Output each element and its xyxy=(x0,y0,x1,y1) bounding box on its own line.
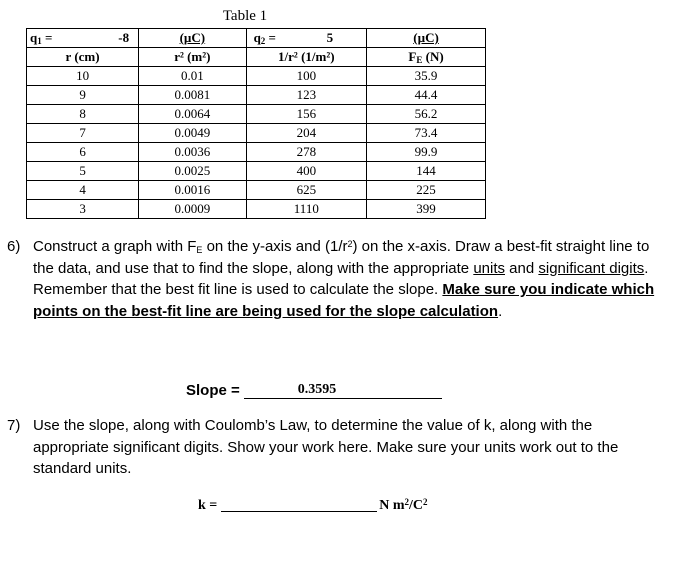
table-row xyxy=(27,162,486,181)
table-cell: 400 xyxy=(246,162,367,181)
table-cell: 225 xyxy=(367,181,486,200)
table-cell: 56.2 xyxy=(367,105,486,124)
table-row xyxy=(27,143,486,162)
table-header-row-1 xyxy=(27,29,486,48)
table-cell: 4 xyxy=(27,181,139,200)
question-6-text-c: . Remember that the best fit line is used to calculate the slope. xyxy=(33,259,649,298)
q1-unit-cell xyxy=(139,29,246,48)
slope-label: Slope = xyxy=(186,382,240,399)
header-inverse-r-squared: 1/r² (1/m²) xyxy=(246,48,367,67)
table-cell: 1110 xyxy=(246,200,367,219)
q2-cell xyxy=(246,29,367,48)
slope-value: 0.3595 xyxy=(297,382,337,397)
table-cell: 625 xyxy=(246,181,367,200)
table-cell: 0.0025 xyxy=(139,162,246,181)
table-cell: 156 xyxy=(246,105,367,124)
q1-label: $q_1$ = xyxy=(30,30,53,46)
table-cell: 0.0009 xyxy=(139,200,246,219)
table-cell: 204 xyxy=(246,124,367,143)
table-cell: 0.0081 xyxy=(139,86,246,105)
question-6 xyxy=(7,236,658,322)
table-cell: 0.0016 xyxy=(139,181,246,200)
q1-value: -8 xyxy=(118,30,130,45)
table-row xyxy=(27,181,486,200)
table-cell: 0.0049 xyxy=(139,124,246,143)
slope-blank xyxy=(244,380,442,399)
slope-answer-line xyxy=(186,380,442,399)
question-6-sigdig: significant digits xyxy=(538,259,645,277)
table-row xyxy=(27,124,486,143)
k-units: N $m^2/C^2$ xyxy=(379,497,428,513)
q2-unit-cell xyxy=(367,29,486,48)
table-cell: 10 xyxy=(27,67,139,86)
table-header-row-2 xyxy=(27,48,486,67)
table-row xyxy=(27,105,486,124)
q1-cell xyxy=(27,29,139,48)
header-r-squared: r² (m²) xyxy=(139,48,246,67)
question-6-units: units xyxy=(473,259,505,277)
table-row xyxy=(27,67,486,86)
table-cell: 44.4 xyxy=(367,86,486,105)
question-7-text: Use the slope, along with Coulomb’s Law, to determine the value of k, along with the appropriate significant digits. Show your work here. Make sure your units work out to the standard units. xyxy=(33,417,619,477)
table-cell: 3 xyxy=(27,200,139,219)
table-cell: 5 xyxy=(27,162,139,181)
k-label: k = xyxy=(198,498,218,513)
k-blank xyxy=(221,497,377,512)
q1-unit: (µC) xyxy=(179,30,206,45)
q2-unit: (µC) xyxy=(413,30,439,45)
question-7 xyxy=(7,415,658,480)
question-7-number: 7) xyxy=(7,417,21,434)
table-cell: 35.9 xyxy=(367,67,486,86)
table-cell: 7 xyxy=(27,124,139,143)
question-6-bold-instruction: Make sure you indicate which points on the best-fit line are being used for the slope calculation xyxy=(33,281,655,320)
table-cell: 399 xyxy=(367,200,486,219)
table-cell: 0.01 xyxy=(139,67,246,86)
header-r-cm: r (cm) xyxy=(27,48,139,67)
table-cell: 123 xyxy=(246,86,367,105)
table-cell: 73.4 xyxy=(367,124,486,143)
table-cell: 278 xyxy=(246,143,367,162)
table-cell: 99.9 xyxy=(367,143,486,162)
table-caption: Table 1 xyxy=(222,8,268,24)
q2-label: $q_2$ = xyxy=(253,30,276,46)
table-row xyxy=(27,200,486,219)
table-body xyxy=(27,67,486,219)
k-answer-line xyxy=(198,497,428,514)
q2-value: 5 xyxy=(326,30,334,45)
data-table xyxy=(26,28,486,219)
table-cell: 6 xyxy=(27,143,139,162)
question-6-number: 6) xyxy=(7,238,21,255)
table-cell: 9 xyxy=(27,86,139,105)
question-6-end: . xyxy=(498,302,503,320)
table-cell: 144 xyxy=(367,162,486,181)
question-6-text-b: and xyxy=(505,259,539,277)
table-cell: 8 xyxy=(27,105,139,124)
table-cell: 0.0064 xyxy=(139,105,246,124)
table-cell: 100 xyxy=(246,67,367,86)
header-force: $F_E$ (N) xyxy=(367,48,486,67)
table-row xyxy=(27,86,486,105)
table-cell: 0.0036 xyxy=(139,143,246,162)
question-6-text-a: Construct a graph with $F_E$ on the y-axis and $(1/r^2)$ on the x-axis. Draw a best-fit straight line to the data, and use that to find the slope, along with the appropriate xyxy=(33,238,650,277)
